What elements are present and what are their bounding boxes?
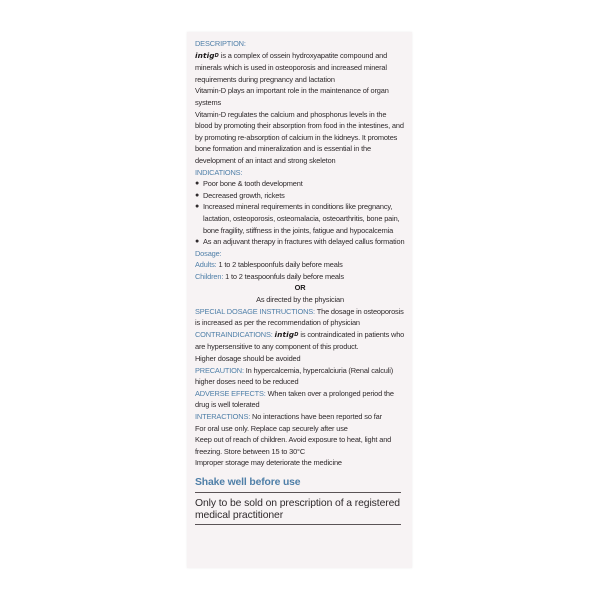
description-text-3: Vitamin-D regulates the calcium and phosphorus levels in the blood by promoting their absorption from food in the intestines, and by promoting re-absorption of calcium in the kidneys. It promotes bone formation and mineralization and is essential in the development of an intact and strong skeleton [195, 109, 404, 165]
precaution: PRECAUTION: In hypercalcemia, hypercalciuria (Renal calculi) higher doses need to be reduced [195, 365, 394, 387]
contraindications: CONTRAINDICATIONS: intig$^D$ is contraindicated in patients who are hypersensitive to any component of this product. [195, 329, 405, 352]
dosage-or: OR [294, 283, 306, 293]
dosage-adults: Adults: 1 to 2 tablespoonfuls daily before meals [195, 260, 343, 270]
dosage-children: Children: 1 to 2 teaspoonfuls daily before meals [195, 271, 344, 281]
medicine-leaflet [187, 32, 412, 568]
storage-line-2: Keep out of reach of children. Avoid exposure to heat, light and freezing. Store between 15 to 30°C [195, 435, 392, 456]
list-item: ● Decreased growth, rickets [195, 190, 285, 200]
dosage-physician: As directed by the physician [256, 295, 344, 305]
dosage-heading: Dosage: [195, 248, 222, 258]
list-item: ● Increased mineral requirements in conditions like pregnancy, lactation, osteoporosis, osteomalacia, osteoarthritis, bone pain, bone fragility, stiffness in the joints, fatigue and hypocalcemia [195, 202, 400, 235]
brand-logo: intig$^D$ [274, 329, 299, 339]
bullet-icon: ● [195, 238, 200, 246]
shake-warning: Shake well before use [195, 476, 301, 488]
leaflet-content [195, 38, 405, 525]
list-item: ● As an adjuvant therapy in fractures with delayed callus formation [195, 237, 405, 247]
bullet-icon: ● [195, 180, 200, 188]
storage-line-3: Improper storage may deteriorate the medicine [195, 458, 342, 468]
adverse-effects: ADVERSE EFFECTS: When taken over a prolonged period the drug is well tolerated [195, 388, 394, 410]
brand-logo: intig$^D$ [195, 50, 219, 60]
description-text-1: intig$^D$ is a complex of ossein hydroxyapatite compound and minerals which is used in osteoporosis and increased mineral requirements during pregnancy and lactation [195, 50, 388, 84]
indications-heading: INDICATIONS: [195, 167, 243, 177]
list-item: ● Poor bone & tooth development [195, 179, 303, 189]
bullet-icon: ● [195, 191, 200, 199]
divider [195, 492, 401, 493]
contraindications-note: Higher dosage should be avoided [195, 354, 301, 364]
bullet-icon: ● [195, 203, 200, 211]
indications-list [195, 178, 405, 248]
special-dosage: SPECIAL DOSAGE INSTRUCTIONS: The dosage in osteoporosis is increased as per the recommendation of physician [195, 306, 404, 328]
prescription-notice: Only to be sold on prescription of a registered medical practitioner [195, 497, 400, 522]
description-text-2: Vitamin-D plays an important role in the maintenance of organ systems [195, 86, 389, 107]
interactions: INTERACTIONS: No interactions have been reported so far [195, 412, 382, 421]
storage-line-1: For oral use only. Replace cap securely after use [195, 423, 348, 433]
description-heading: DESCRIPTION: [195, 39, 246, 48]
divider [195, 524, 401, 525]
